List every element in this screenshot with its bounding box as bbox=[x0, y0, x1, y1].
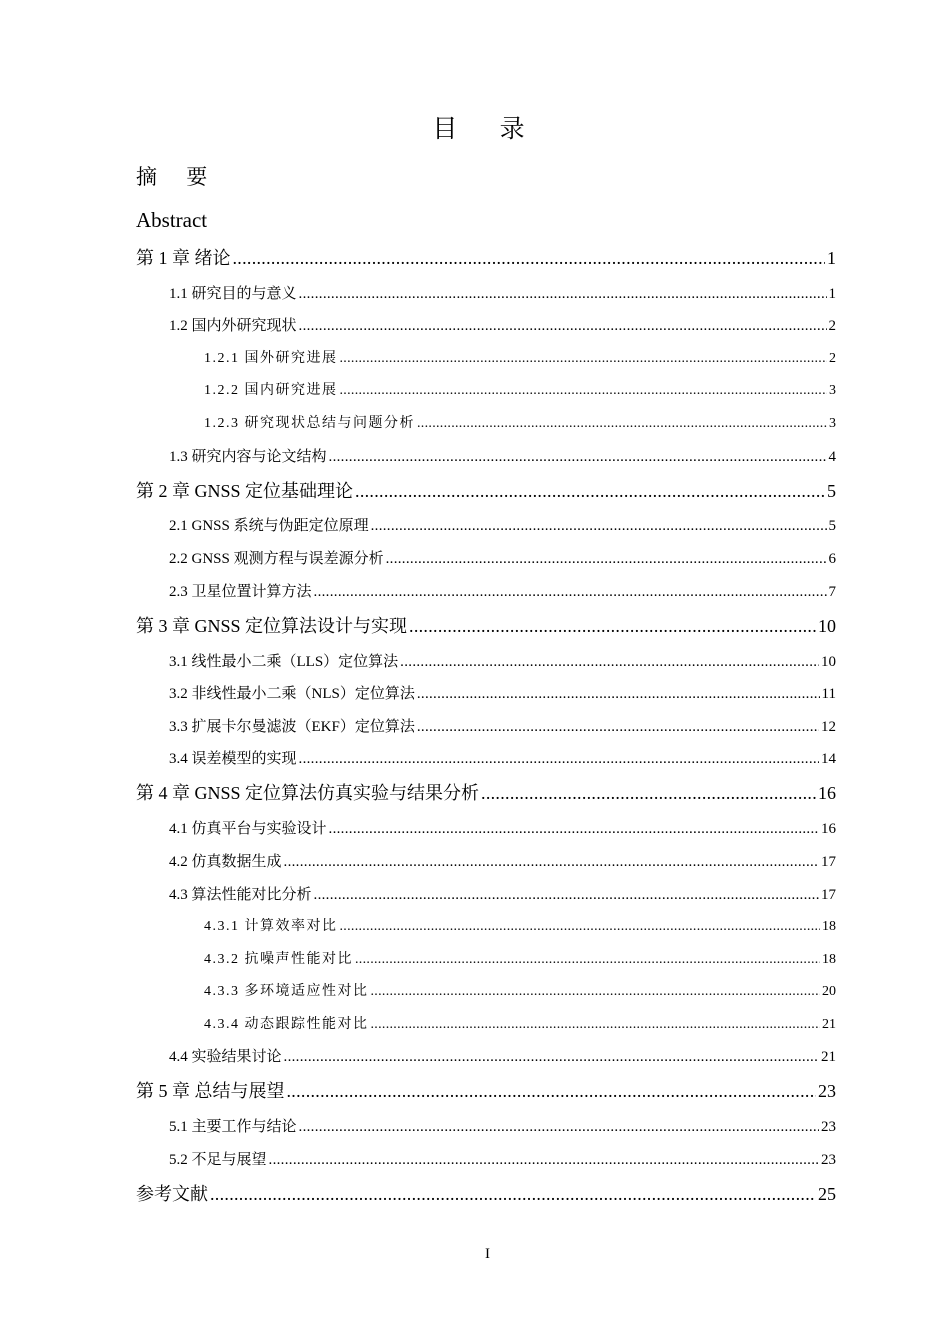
abstract-cn-heading[interactable]: 摘 要 bbox=[136, 165, 220, 189]
dot-leader bbox=[340, 380, 828, 402]
toc-entry-label: 4.2 仿真数据生成 bbox=[169, 854, 282, 870]
toc-entry-4-3[interactable] bbox=[169, 884, 836, 906]
toc-entry-5-1[interactable] bbox=[169, 1116, 836, 1138]
toc-entry-page: 17 bbox=[821, 854, 836, 870]
toc-entry-page: 5 bbox=[828, 518, 836, 534]
toc-entry-label: 3.3 扩展卡尔曼滤波（EKF）定位算法 bbox=[169, 719, 415, 735]
toc-entry-label: 4.3.4 动态跟踪性能对比 bbox=[204, 1017, 369, 1032]
toc-entry-2-1[interactable] bbox=[169, 515, 836, 537]
toc-entry-page: 11 bbox=[821, 686, 836, 702]
abstract-en-heading[interactable]: Abstract bbox=[136, 208, 208, 232]
dot-leader bbox=[284, 1046, 819, 1068]
toc-entry-page: 25 bbox=[818, 1184, 836, 1204]
dot-leader bbox=[481, 780, 816, 806]
toc-entry-label: 1.2.1 国外研究进展 bbox=[204, 351, 338, 366]
toc-entry-page: 23 bbox=[821, 1152, 836, 1168]
toc-entry-4-1[interactable] bbox=[169, 818, 836, 840]
toc-entry-1-1[interactable] bbox=[169, 283, 836, 305]
toc-entry-chapter-5[interactable] bbox=[136, 1078, 836, 1104]
toc-entry-page: 3 bbox=[829, 383, 836, 398]
dot-leader bbox=[355, 949, 820, 971]
toc-entry-page: 2 bbox=[829, 351, 836, 366]
dot-leader bbox=[386, 548, 827, 570]
dot-leader bbox=[269, 1149, 819, 1171]
toc-entry-2-2[interactable] bbox=[169, 548, 836, 570]
dot-leader bbox=[371, 1014, 821, 1036]
dot-leader bbox=[287, 1078, 817, 1104]
dot-leader bbox=[284, 851, 819, 873]
toc-entry-label: 2.3 卫星位置计算方法 bbox=[169, 584, 312, 600]
dot-leader bbox=[299, 1116, 819, 1138]
toc-entry-page: 16 bbox=[818, 783, 836, 803]
toc-entry-page: 16 bbox=[821, 821, 836, 837]
toc-entry-label: 3.4 误差模型的实现 bbox=[169, 751, 297, 767]
toc-entry-chapter-3[interactable] bbox=[136, 613, 836, 639]
toc-entry-label: 1.2 国内外研究现状 bbox=[169, 318, 297, 334]
toc-entry-4-2[interactable] bbox=[169, 851, 836, 873]
dot-leader bbox=[371, 981, 821, 1003]
toc-entry-1-2[interactable] bbox=[169, 315, 836, 337]
toc-entry-page: 10 bbox=[818, 616, 836, 636]
toc-entry-page: 12 bbox=[821, 719, 836, 735]
toc-entry-3-2[interactable] bbox=[169, 683, 836, 705]
toc-entry-page: 10 bbox=[821, 654, 836, 670]
toc-entry-page: 7 bbox=[828, 584, 836, 600]
toc-entry-label: 1.2.3 研究现状总结与问题分析 bbox=[204, 416, 415, 431]
toc-entry-label: 第 3 章 GNSS 定位算法设计与实现 bbox=[136, 616, 408, 636]
dot-leader bbox=[417, 413, 827, 435]
toc-entry-label: 3.2 非线性最小二乘（NLS）定位算法 bbox=[169, 686, 415, 702]
toc-entry-label: 1.2.2 国内研究进展 bbox=[204, 383, 338, 398]
dot-leader bbox=[210, 1181, 816, 1207]
toc-entry-label: 第 4 章 GNSS 定位算法仿真实验与结果分析 bbox=[136, 783, 480, 803]
toc-entry-label: 4.3.1 计算效率对比 bbox=[204, 919, 338, 934]
toc-entry-label: 参考文献 bbox=[136, 1184, 208, 1204]
toc-entry-label: 第 5 章 总结与展望 bbox=[136, 1081, 285, 1101]
toc-entry-page: 1 bbox=[827, 248, 836, 268]
toc-entry-4-3-3[interactable] bbox=[204, 981, 836, 1003]
toc-entry-page: 20 bbox=[822, 984, 836, 999]
toc-entry-page: 2 bbox=[828, 318, 836, 334]
toc-entry-3-1[interactable] bbox=[169, 651, 836, 673]
toc-entry-page: 3 bbox=[829, 416, 836, 431]
toc-entry-label: 5.1 主要工作与结论 bbox=[169, 1119, 297, 1135]
dot-leader bbox=[329, 818, 819, 840]
dot-leader bbox=[299, 748, 819, 770]
dot-leader bbox=[329, 446, 827, 468]
toc-entry-label: 4.3.2 抗噪声性能对比 bbox=[204, 952, 353, 967]
toc-entry-page: 17 bbox=[821, 887, 836, 903]
toc-entry-page: 4 bbox=[828, 449, 836, 465]
dot-leader bbox=[371, 515, 827, 537]
toc-entry-chapter-2[interactable] bbox=[136, 478, 836, 504]
dot-leader bbox=[314, 581, 827, 603]
page-title: 目 录 bbox=[432, 116, 543, 143]
toc-entry-label: 4.3.3 多环境适应性对比 bbox=[204, 984, 369, 999]
toc-entry-label: 3.1 线性最小二乘（LLS）定位算法 bbox=[169, 654, 399, 670]
toc-entry-page: 21 bbox=[821, 1049, 836, 1065]
toc-entry-3-3[interactable] bbox=[169, 716, 836, 738]
dot-leader bbox=[299, 315, 827, 337]
toc-entry-page: 1 bbox=[828, 286, 836, 302]
toc-entry-4-3-4[interactable] bbox=[204, 1014, 836, 1036]
toc-entry-label: 4.4 实验结果讨论 bbox=[169, 1049, 282, 1065]
toc-entry-references[interactable] bbox=[136, 1181, 836, 1207]
toc-entry-label: 4.3 算法性能对比分析 bbox=[169, 887, 312, 903]
toc-entry-page: 23 bbox=[821, 1119, 836, 1135]
dot-leader bbox=[340, 348, 828, 370]
page-number: I bbox=[485, 1246, 490, 1262]
dot-leader bbox=[233, 245, 826, 271]
toc-entry-page: 18 bbox=[822, 919, 836, 934]
toc-entry-4-4[interactable] bbox=[169, 1046, 836, 1068]
dot-leader bbox=[417, 683, 820, 705]
toc-entry-label: 4.1 仿真平台与实验设计 bbox=[169, 821, 327, 837]
dot-leader bbox=[417, 716, 819, 738]
toc-entry-page: 21 bbox=[822, 1017, 836, 1032]
dot-leader bbox=[355, 478, 825, 504]
toc-entry-5-2[interactable] bbox=[169, 1149, 836, 1171]
toc-entry-1-2-2[interactable] bbox=[204, 380, 836, 402]
dot-leader bbox=[314, 884, 819, 906]
dot-leader bbox=[400, 651, 819, 673]
toc-entry-label: 1.3 研究内容与论文结构 bbox=[169, 449, 327, 465]
toc-entry-2-3[interactable] bbox=[169, 581, 836, 603]
toc-entry-page: 6 bbox=[828, 551, 836, 567]
toc-entry-page: 14 bbox=[821, 751, 836, 767]
dot-leader bbox=[409, 613, 816, 639]
toc-entry-label: 第 2 章 GNSS 定位基础理论 bbox=[136, 481, 354, 501]
toc-entry-chapter-4[interactable] bbox=[136, 780, 836, 806]
toc-entry-label: 2.1 GNSS 系统与伪距定位原理 bbox=[169, 518, 369, 534]
toc-entry-1-2-1[interactable] bbox=[204, 348, 836, 370]
toc-entry-1-2-3[interactable] bbox=[204, 413, 836, 435]
toc-entry-label: 第 1 章 绪论 bbox=[136, 248, 231, 268]
toc-entry-4-3-1[interactable] bbox=[204, 916, 836, 938]
toc-entry-label: 1.1 研究目的与意义 bbox=[169, 286, 297, 302]
dot-leader bbox=[299, 283, 827, 305]
dot-leader bbox=[340, 916, 821, 938]
toc-entry-4-3-2[interactable] bbox=[204, 949, 836, 971]
toc-entry-3-4[interactable] bbox=[169, 748, 836, 770]
toc-entry-label: 5.2 不足与展望 bbox=[169, 1152, 267, 1168]
toc-entry-chapter-1[interactable] bbox=[136, 245, 836, 271]
toc-entry-page: 23 bbox=[818, 1081, 836, 1101]
toc-entry-page: 5 bbox=[827, 481, 836, 501]
toc-entry-1-3[interactable] bbox=[169, 446, 836, 468]
toc-entry-page: 18 bbox=[822, 952, 836, 967]
toc-entry-label: 2.2 GNSS 观测方程与误差源分析 bbox=[169, 551, 384, 567]
